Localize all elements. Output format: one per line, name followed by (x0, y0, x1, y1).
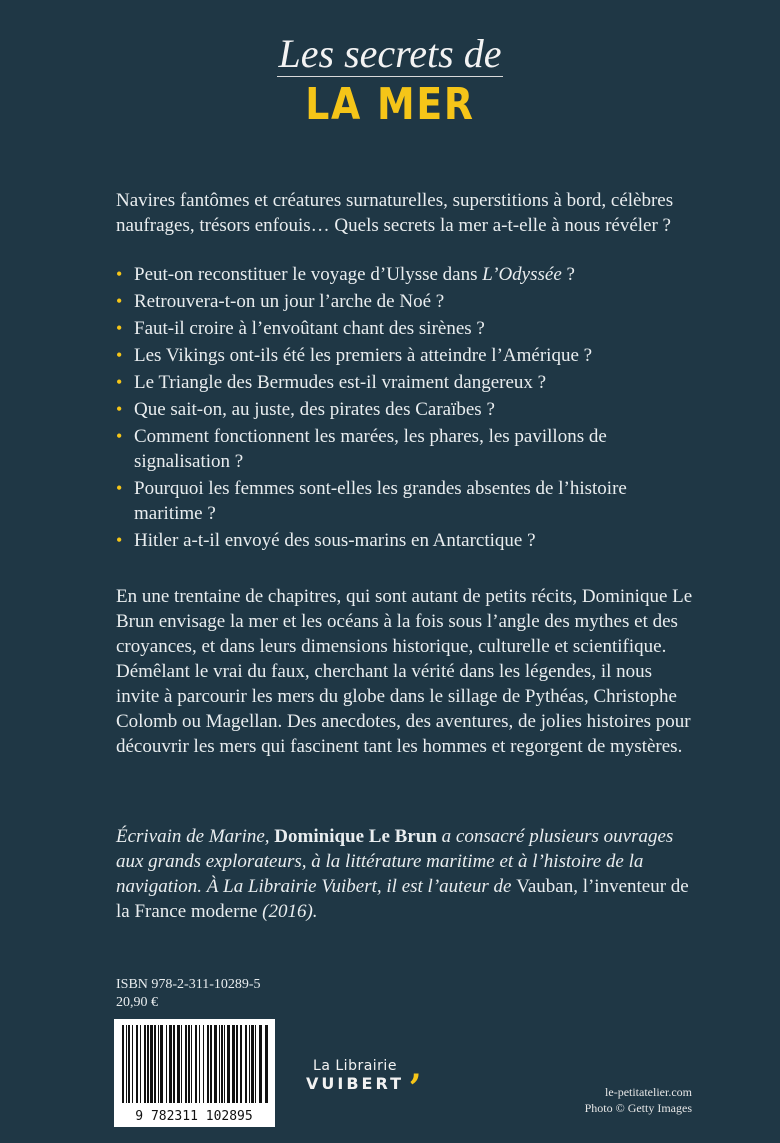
barcode-bar (185, 1025, 187, 1103)
barcode-bar (214, 1025, 217, 1103)
barcode-bar (199, 1025, 200, 1103)
bio-book-title: Vauban (516, 876, 574, 897)
barcode-bar (219, 1025, 220, 1103)
barcode-bar (144, 1025, 146, 1103)
barcode-bar (195, 1025, 197, 1103)
question-text: Pourquoi les femmes sont-elles les grandes absentes de l’histoire maritime ? (134, 478, 627, 524)
barcode-bar (207, 1025, 209, 1103)
barcode-bar (265, 1025, 268, 1103)
question-item (116, 289, 696, 314)
bullet-dot-icon: • (116, 372, 123, 392)
question-end: ? (561, 264, 575, 285)
barcode-graphic (114, 1019, 275, 1127)
barcode-bar (166, 1025, 167, 1103)
question-text: Le Triangle des Bermudes est-il vraiment dangereux ? (134, 372, 547, 393)
bullet-dot-icon: • (116, 291, 123, 311)
barcode (114, 1019, 275, 1127)
barcode-bar (150, 1025, 153, 1103)
question-item (116, 397, 696, 422)
barcode-bar (245, 1025, 247, 1103)
barcode-bar (203, 1025, 204, 1103)
bio-year: (2016). (257, 901, 318, 922)
barcode-bar (255, 1025, 256, 1103)
barcode-bar (232, 1025, 235, 1103)
question-text: Faut-il croire à l’envoûtant chant des sirènes ? (134, 318, 485, 339)
barcode-bar (259, 1025, 262, 1103)
intro-paragraph: Navires fantômes et créatures surnaturelles, superstitions à bord, célèbres naufrages, trésors enfouis… Quels secrets la mer a-t-elle à nous révéler ? (116, 190, 674, 236)
question-italic-title: L’Odyssée (482, 264, 562, 285)
question-text: Comment fonctionnent les marées, les phares, les pavillons de signalisation ? (134, 426, 607, 472)
barcode-bar (132, 1025, 133, 1103)
barcode-bar (251, 1025, 254, 1103)
question-item (116, 262, 696, 287)
bullet-dot-icon: • (116, 399, 123, 419)
publisher-line-2: VUIBERT (306, 1074, 404, 1093)
bullet-dot-icon: • (116, 478, 123, 498)
barcode-bar (236, 1025, 238, 1103)
description-paragraph: En une trentaine de chapitres, qui sont autant de petits récits, Dominique Le Brun envisage la mer et les océans à la fois sous l’angle des mythes et des croyances, et dans leurs dimensions historique, culturelle et scientifique. Démêlant le vrai du faux, cherchant la vérité dans les légendes, il nous invite à parcourir les mers du globe dans le sillage de Pythéas, Christophe Colomb ou Magellan. Des anecdotes, des aventures, de jolies histoires pour découvrir les mers qui fascinent tant les hommes et regorgent de mystères. (116, 586, 693, 757)
author-bio (116, 824, 696, 924)
bullet-dot-icon: • (116, 345, 123, 365)
barcode-bar (221, 1025, 223, 1103)
question-item (116, 476, 696, 526)
bio-part-2: a consacré plusieurs ouvrages aux grands explorateurs, à la littérature maritime et à l’histoire de la navigation. À La Librairie Vuibert, il est l’auteur de (116, 826, 674, 897)
barcode-bar (227, 1025, 230, 1103)
barcode-bar (173, 1025, 175, 1103)
barcode-bar (177, 1025, 180, 1103)
barcode-bar (169, 1025, 172, 1103)
question-list (116, 262, 696, 555)
barcode-bar (122, 1025, 124, 1103)
bullet-dot-icon: • (116, 264, 123, 284)
barcode-bar (160, 1025, 163, 1103)
barcode-bar (181, 1025, 182, 1103)
title-block (0, 31, 780, 130)
credit-photo: Photo © Getty Images (584, 1101, 692, 1115)
bio-part-1: Écrivain de Marine, (116, 826, 275, 847)
publisher-comma-mark: , (410, 1048, 422, 1088)
barcode-bar (224, 1025, 225, 1103)
bullet-dot-icon: • (116, 426, 123, 446)
question-text: Que sait-on, au juste, des pirates des Caraïbes ? (134, 399, 495, 420)
barcode-bar (140, 1025, 141, 1103)
publisher-line-1: La Librairie (313, 1058, 397, 1074)
barcode-bar (188, 1025, 190, 1103)
bullet-dot-icon: • (116, 318, 123, 338)
barcode-bar (126, 1025, 127, 1103)
question-item (116, 370, 696, 395)
book-meta (116, 976, 261, 1012)
barcode-bar (191, 1025, 192, 1103)
question-item (116, 316, 696, 341)
barcode-bar (128, 1025, 130, 1103)
question-text: Peut-on reconstituer le voyage d’Ulysse dans (134, 264, 483, 285)
title-line-2: LA MER (305, 79, 475, 130)
barcode-bar (249, 1025, 250, 1103)
barcode-bar (158, 1025, 159, 1103)
question-text: Les Vikings ont-ils été les premiers à atteindre l’Amérique ? (134, 345, 593, 366)
publisher-logo (290, 1048, 422, 1093)
bio-part-3: , l’inventeur de la France moderne (116, 876, 689, 922)
barcode-bar (210, 1025, 212, 1103)
price: 20,90 € (116, 995, 158, 1010)
isbn: ISBN 978-2-311-10289-5 (116, 977, 261, 992)
question-item (116, 528, 696, 553)
question-item (116, 424, 696, 474)
barcode-bar (147, 1025, 149, 1103)
barcode-bar (136, 1025, 138, 1103)
question-text: Retrouvera-t-on un jour l’arche de Noé ? (134, 291, 445, 312)
credits (585, 1084, 692, 1116)
question-item (116, 343, 696, 368)
barcode-bar (154, 1025, 156, 1103)
bio-author-name: Dominique Le Brun (274, 826, 437, 847)
barcode-bar (240, 1025, 242, 1103)
bullet-dot-icon: • (116, 530, 123, 550)
question-text: Hitler a-t-il envoyé des sous-marins en Antarctique ? (134, 530, 536, 551)
credit-website: le-petitatelier.com (605, 1085, 692, 1099)
barcode-number: 9 782311 102895 (135, 1109, 253, 1124)
title-line-1: Les secrets de (278, 31, 502, 76)
